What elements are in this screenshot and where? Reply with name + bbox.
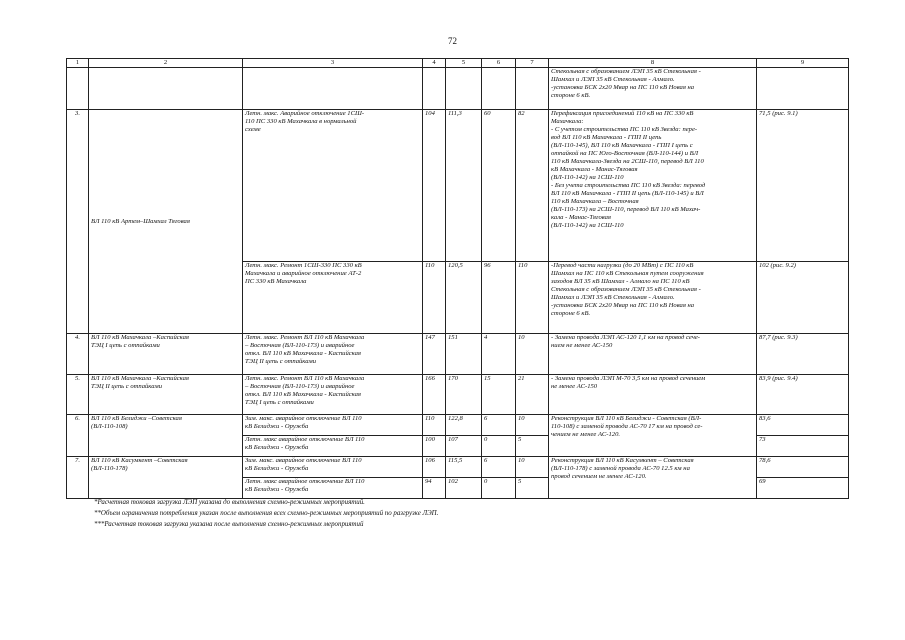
table-row	[67, 334, 849, 375]
value-cell: 5	[516, 436, 549, 457]
cell	[423, 68, 446, 110]
footnote: ***Расчетная токовая загрузка указана после выполнения схемно-режимных мероприятий	[94, 521, 364, 528]
footnote: *Расчетная токовая загрузка ЛЭП указана до выполнения схемно-режимных мероприятий.	[94, 499, 365, 506]
header-row	[67, 59, 849, 68]
measures-cell: Реконструкция ВЛ 110 кВ Касумкент – Советская (ВЛ-110-178) с заменой провода АС-70 12.5 км на провод сечением не менее АС-120.	[549, 457, 757, 499]
value-cell: 10	[516, 457, 549, 478]
row-number: 5.	[67, 375, 89, 415]
line-name: ВЛ 110 кВ Артем–Шамхал Тяговая	[89, 110, 243, 334]
measures-cell: Стекольная с образованием ЛЭП 35 кВ Стекольная - Шамхал и ЛЭП 35 кВ Стекольная - Алмало. -установка БСК 2х20 Мвар на ПС 110 кВ Новая на стороне 6 кВ.	[549, 68, 757, 110]
header-cell: 6	[482, 59, 516, 68]
value-cell: 21	[516, 375, 549, 415]
cell	[516, 68, 549, 110]
value-cell: 94	[423, 478, 446, 499]
mode-condition: Летн. макс. Ремонт ВЛ 110 кВ Махачкала – Восточная (ВЛ-110-173) и аварийное откл. ВЛ 110 кВ Махачкала - Каспийская ТЭЦ I цепь с отпайками	[243, 375, 423, 415]
result-cell: 71,5 (рис. 9.1)	[757, 110, 849, 262]
mode-condition: Зим. макс. аварийное отключение ВЛ 110 кВ Белиджи - Оружба	[243, 415, 423, 436]
cell	[482, 68, 516, 110]
measures-table	[66, 58, 849, 499]
result-cell: 73	[757, 436, 849, 457]
value-cell: 120,5	[446, 262, 482, 334]
value-cell: 96	[482, 262, 516, 334]
value-cell: 166	[423, 375, 446, 415]
mode-condition: Летн. макс. Ремонт ВЛ 110 кВ Махачкала – Восточная (ВЛ-110-173) и аварийное откл. ВЛ 110 кВ Махачкала - Каспийская ТЭЦ II цепь с отпайками	[243, 334, 423, 375]
row-number: 7.	[67, 457, 89, 499]
page-number: 72	[448, 36, 457, 46]
value-cell: 115,5	[446, 457, 482, 478]
measures-cell: - Замена провода ЛЭП М-70 3,5 км на провод сечением не менее АС-150	[549, 375, 757, 415]
result-cell: 102 (рис. 9.2)	[757, 262, 849, 334]
table-row	[67, 457, 849, 478]
result-cell: 69	[757, 478, 849, 499]
mode-condition: Летн. макс аварийное отключение ВЛ 110 кВ Белиджи - Оружба	[243, 436, 423, 457]
line-name: ВЛ 110 кВ Касумкент –Советская (ВЛ-110-178)	[89, 457, 243, 499]
table-row	[67, 415, 849, 436]
value-cell: 0	[482, 478, 516, 499]
table-row	[67, 375, 849, 415]
value-cell: 4	[482, 334, 516, 375]
footnotes	[94, 497, 854, 530]
mode-condition: Летн. макс аварийное отключение ВЛ 110 кВ Белиджи - Оружба	[243, 478, 423, 499]
measures-cell: -Перевод части нагрузки (до 20 МВт) с ПС 110 кВ Шамхал на ПС 110 кВ Стекольная путем сооружения заходов ВЛ 35 кВ Шамхал - Алмало на ПС 110 кВ Стекольная с образованием ЛЭП 35 кВ Стекольная - Шамхал и ЛЭП 35 кВ Стекольная - Алмало. -установка БСК 2х20 Мвар на ПС 110 кВ Новая на стороне 6 кВ.	[549, 262, 757, 334]
value-cell: 110	[423, 262, 446, 334]
value-cell: 5	[516, 478, 549, 499]
value-cell: 0	[482, 436, 516, 457]
header-cell: 2	[89, 59, 243, 68]
value-cell: 106	[423, 457, 446, 478]
header-cell: 8	[549, 59, 757, 68]
cell	[243, 68, 423, 110]
value-cell: 122,8	[446, 415, 482, 436]
value-cell: 82	[516, 110, 549, 262]
measures-cell: Реконструкция ВЛ 110 кВ Белиджи - Советская (ВЛ- 110-108) с заменой провода АС-70 17 км на провод се- чением не менее АС-120.	[549, 415, 757, 457]
row-number: 4.	[67, 334, 89, 375]
mode-condition: Летн. макс. Ремонт 1СШ-330 ПС 330 кВ Махачкала и аварийное отключение АТ-2 ПС 330 кВ Махачкала	[243, 262, 423, 334]
result-cell: 83,9 (рис. 9.4)	[757, 375, 849, 415]
value-cell: 6	[482, 415, 516, 436]
cell	[757, 68, 849, 110]
header-cell: 5	[446, 59, 482, 68]
mode-condition: Зим. макс. аварийное отключение ВЛ 110 кВ Белиджи - Оружба	[243, 457, 423, 478]
line-name: ВЛ 110 кВ Махачкала –Каспийская ТЭЦ I цепь с отпайками	[89, 334, 243, 375]
result-cell: 87,7 (рис. 9.3)	[757, 334, 849, 375]
result-cell: 83,6	[757, 415, 849, 436]
value-cell: 10	[516, 334, 549, 375]
header-cell: 3	[243, 59, 423, 68]
footnote: **Объем ограничения потребления указан после выполнения всех схемно-режимных мероприятий по разгрузке ЛЭП.	[94, 510, 439, 517]
value-cell: 102	[446, 478, 482, 499]
mode-condition: Летн. макс. Аварийное отключение 1СШ- 110 ПС 330 кВ Махачкала в нормальной схеме	[243, 110, 423, 262]
value-cell: 170	[446, 375, 482, 415]
measures-cell: Перефиксация присоединений 110 кВ на ПС 330 кВ Махачкала: - С учетом строительства ПС 110 кВ Звезда: пере- вод ВЛ 110 кВ Махачкала - ГПП II цепь (ВЛ-110-145), ВЛ 110 кВ Махачкала - ГПП I цепь с отпайкой на ПС Юго-Восточная (ВЛ-110-144) и ВЛ 110 кВ Махачкала-Звезда на 2СШ-110, перевод ВЛ 110 кВ Махачкала - Манас-Тяговая (ВЛ-110-142) на 1СШ-110 - Без учета строительства ПС 110 кВ Звезда: перевод ВЛ 110 кВ Махачкала - ГПП II цепь (ВЛ-110-145) и ВЛ 110 кВ Махачкала – Восточная (ВЛ-110-173) на 2СШ-110, перевод ВЛ 110 кВ Махач- кала - Манас-Тяговая (ВЛ-110-142) на 1СШ-110	[549, 110, 757, 262]
value-cell: 100	[423, 436, 446, 457]
value-cell: 110	[423, 415, 446, 436]
value-cell: 6	[482, 457, 516, 478]
table-row	[67, 110, 849, 262]
value-cell: 107	[446, 436, 482, 457]
header-cell: 1	[67, 59, 89, 68]
row-number: 6.	[67, 415, 89, 457]
value-cell: 147	[423, 334, 446, 375]
value-cell: 60	[482, 110, 516, 262]
header-cell: 9	[757, 59, 849, 68]
cell	[446, 68, 482, 110]
value-cell: 15	[482, 375, 516, 415]
value-cell: 111,3	[446, 110, 482, 262]
cell	[89, 68, 243, 110]
value-cell: 10	[516, 415, 549, 436]
header-cell: 7	[516, 59, 549, 68]
result-cell: 78,6	[757, 457, 849, 478]
value-cell: 110	[516, 262, 549, 334]
cell	[67, 68, 89, 110]
measures-cell: - Замена провода ЛЭП АС-120 1,1 км на провод сече- нием не менее АС-150	[549, 334, 757, 375]
line-name: ВЛ 110 кВ Махачкала –Каспийская ТЭЦ II цепь с отпайками	[89, 375, 243, 415]
row-number: 3.	[67, 110, 89, 334]
line-name: ВЛ 110 кВ Белиджи –Советская (ВЛ-110-108)	[89, 415, 243, 457]
table-row	[67, 68, 849, 110]
value-cell: 151	[446, 334, 482, 375]
header-cell: 4	[423, 59, 446, 68]
value-cell: 104	[423, 110, 446, 262]
